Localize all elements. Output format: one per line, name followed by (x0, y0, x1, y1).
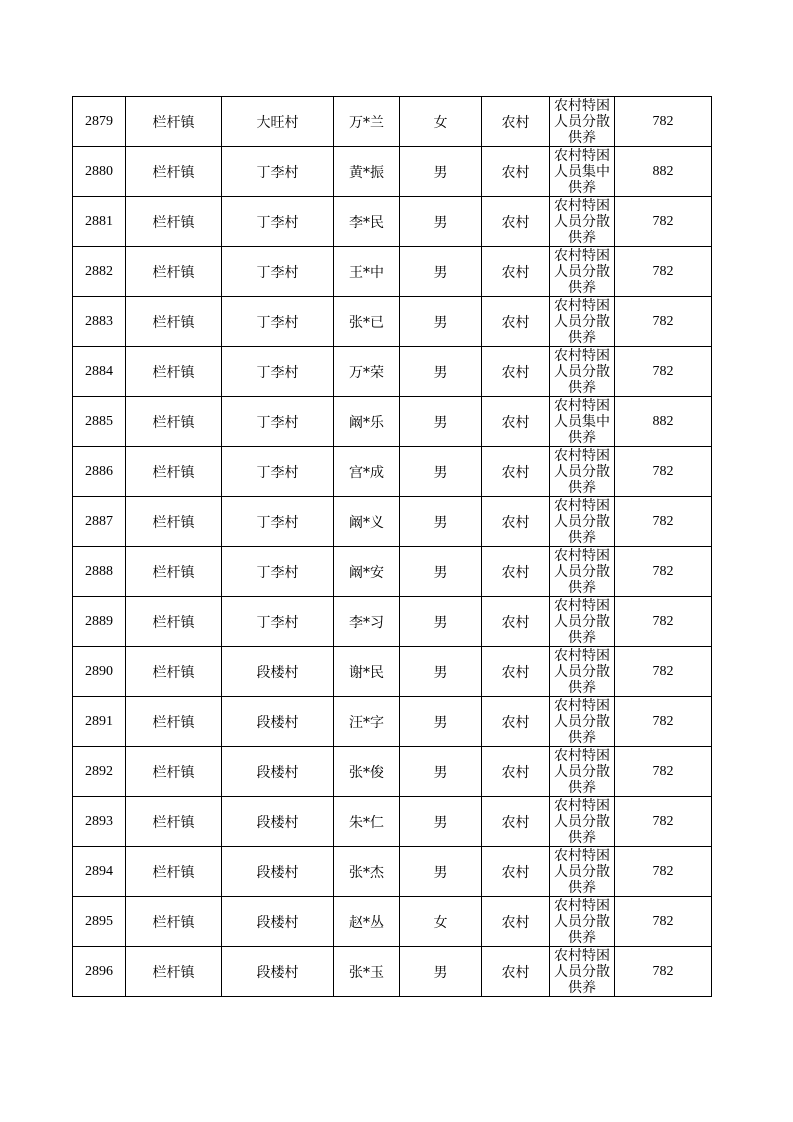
record-id-cell: 2896 (73, 947, 126, 997)
category-text: 农村特困人员集中供养 (554, 148, 610, 195)
category-cell (550, 497, 615, 547)
gender-cell: 男 (400, 597, 482, 647)
village-cell: 段楼村 (222, 797, 334, 847)
gender-cell: 女 (400, 897, 482, 947)
table-row (73, 447, 712, 497)
amount-cell: 882 (615, 397, 712, 447)
record-id-cell: 2887 (73, 497, 126, 547)
table-row (73, 297, 712, 347)
residence-type-cell: 农村 (482, 347, 550, 397)
amount-cell: 782 (615, 197, 712, 247)
category-text: 农村特困人员分散供养 (554, 948, 610, 995)
amount-cell: 782 (615, 797, 712, 847)
amount-cell: 782 (615, 947, 712, 997)
category-text: 农村特困人员分散供养 (554, 548, 610, 595)
record-id-cell: 2893 (73, 797, 126, 847)
record-id-cell: 2886 (73, 447, 126, 497)
amount-cell: 782 (615, 597, 712, 647)
amount-cell: 782 (615, 297, 712, 347)
town-cell: 栏杆镇 (126, 397, 222, 447)
village-cell: 段楼村 (222, 947, 334, 997)
category-text: 农村特困人员分散供养 (554, 348, 610, 395)
category-cell (550, 547, 615, 597)
category-cell (550, 147, 615, 197)
name-cell: 阚*乐 (334, 397, 400, 447)
amount-cell: 782 (615, 447, 712, 497)
village-cell: 丁李村 (222, 497, 334, 547)
town-cell: 栏杆镇 (126, 597, 222, 647)
name-cell: 赵*丛 (334, 897, 400, 947)
amount-cell: 782 (615, 747, 712, 797)
table-row (73, 697, 712, 747)
category-cell (550, 897, 615, 947)
category-cell (550, 797, 615, 847)
village-cell: 丁李村 (222, 197, 334, 247)
category-cell (550, 847, 615, 897)
residence-type-cell: 农村 (482, 147, 550, 197)
town-cell: 栏杆镇 (126, 797, 222, 847)
village-cell: 段楼村 (222, 647, 334, 697)
town-cell: 栏杆镇 (126, 947, 222, 997)
category-cell (550, 697, 615, 747)
category-cell (550, 197, 615, 247)
category-text: 农村特困人员分散供养 (554, 748, 610, 795)
gender-cell: 男 (400, 947, 482, 997)
table-row (73, 847, 712, 897)
record-id-cell: 2888 (73, 547, 126, 597)
town-cell: 栏杆镇 (126, 97, 222, 147)
name-cell: 张*俊 (334, 747, 400, 797)
category-cell (550, 397, 615, 447)
residence-type-cell: 农村 (482, 397, 550, 447)
records-table (72, 96, 712, 997)
table-row (73, 897, 712, 947)
village-cell: 段楼村 (222, 897, 334, 947)
amount-cell: 782 (615, 97, 712, 147)
gender-cell: 男 (400, 297, 482, 347)
town-cell: 栏杆镇 (126, 747, 222, 797)
amount-cell: 782 (615, 647, 712, 697)
residence-type-cell: 农村 (482, 647, 550, 697)
table-row (73, 247, 712, 297)
record-id-cell: 2895 (73, 897, 126, 947)
table-row (73, 547, 712, 597)
category-cell (550, 247, 615, 297)
record-id-cell: 2879 (73, 97, 126, 147)
town-cell: 栏杆镇 (126, 247, 222, 297)
record-id-cell: 2891 (73, 697, 126, 747)
village-cell: 段楼村 (222, 697, 334, 747)
record-id-cell: 2885 (73, 397, 126, 447)
record-id-cell: 2882 (73, 247, 126, 297)
gender-cell: 男 (400, 397, 482, 447)
village-cell: 丁李村 (222, 147, 334, 197)
name-cell: 阚*义 (334, 497, 400, 547)
gender-cell: 男 (400, 347, 482, 397)
residence-type-cell: 农村 (482, 497, 550, 547)
category-text: 农村特困人员分散供养 (554, 798, 610, 845)
village-cell: 段楼村 (222, 747, 334, 797)
town-cell: 栏杆镇 (126, 647, 222, 697)
gender-cell: 男 (400, 547, 482, 597)
category-cell (550, 297, 615, 347)
record-id-cell: 2889 (73, 597, 126, 647)
gender-cell: 男 (400, 847, 482, 897)
town-cell: 栏杆镇 (126, 447, 222, 497)
record-id-cell: 2883 (73, 297, 126, 347)
residence-type-cell: 农村 (482, 547, 550, 597)
amount-cell: 782 (615, 247, 712, 297)
residence-type-cell: 农村 (482, 747, 550, 797)
category-cell (550, 747, 615, 797)
table-row (73, 97, 712, 147)
village-cell: 丁李村 (222, 297, 334, 347)
name-cell: 宫*成 (334, 447, 400, 497)
amount-cell: 782 (615, 347, 712, 397)
name-cell: 张*玉 (334, 947, 400, 997)
name-cell: 张*杰 (334, 847, 400, 897)
residence-type-cell: 农村 (482, 197, 550, 247)
name-cell: 万*兰 (334, 97, 400, 147)
gender-cell: 男 (400, 447, 482, 497)
amount-cell: 782 (615, 847, 712, 897)
village-cell: 大旺村 (222, 97, 334, 147)
town-cell: 栏杆镇 (126, 297, 222, 347)
gender-cell: 男 (400, 247, 482, 297)
name-cell: 汪*字 (334, 697, 400, 747)
residence-type-cell: 农村 (482, 297, 550, 347)
name-cell: 阚*安 (334, 547, 400, 597)
category-text: 农村特困人员分散供养 (554, 598, 610, 645)
name-cell: 王*中 (334, 247, 400, 297)
amount-cell: 882 (615, 147, 712, 197)
gender-cell: 男 (400, 797, 482, 847)
residence-type-cell: 农村 (482, 797, 550, 847)
gender-cell: 男 (400, 197, 482, 247)
category-text: 农村特困人员分散供养 (554, 98, 610, 145)
gender-cell: 女 (400, 97, 482, 147)
village-cell: 丁李村 (222, 447, 334, 497)
record-id-cell: 2890 (73, 647, 126, 697)
table-row (73, 647, 712, 697)
residence-type-cell: 农村 (482, 947, 550, 997)
record-id-cell: 2880 (73, 147, 126, 197)
gender-cell: 男 (400, 497, 482, 547)
town-cell: 栏杆镇 (126, 897, 222, 947)
category-text: 农村特困人员分散供养 (554, 898, 610, 945)
table-row (73, 347, 712, 397)
category-text: 农村特困人员分散供养 (554, 698, 610, 745)
table-row (73, 747, 712, 797)
residence-type-cell: 农村 (482, 597, 550, 647)
table-row (73, 597, 712, 647)
category-cell (550, 597, 615, 647)
name-cell: 谢*民 (334, 647, 400, 697)
town-cell: 栏杆镇 (126, 147, 222, 197)
category-text: 农村特困人员集中供养 (554, 398, 610, 445)
table-row (73, 947, 712, 997)
residence-type-cell: 农村 (482, 97, 550, 147)
table-row (73, 147, 712, 197)
village-cell: 丁李村 (222, 347, 334, 397)
town-cell: 栏杆镇 (126, 197, 222, 247)
gender-cell: 男 (400, 147, 482, 197)
category-cell (550, 97, 615, 147)
name-cell: 李*民 (334, 197, 400, 247)
name-cell: 李*习 (334, 597, 400, 647)
residence-type-cell: 农村 (482, 697, 550, 747)
name-cell: 万*荣 (334, 347, 400, 397)
amount-cell: 782 (615, 497, 712, 547)
category-cell (550, 647, 615, 697)
town-cell: 栏杆镇 (126, 847, 222, 897)
name-cell: 张*已 (334, 297, 400, 347)
table-body (73, 97, 712, 997)
table-row (73, 397, 712, 447)
gender-cell: 男 (400, 647, 482, 697)
category-text: 农村特困人员分散供养 (554, 648, 610, 695)
record-id-cell: 2884 (73, 347, 126, 397)
name-cell: 黄*振 (334, 147, 400, 197)
gender-cell: 男 (400, 697, 482, 747)
name-cell: 朱*仁 (334, 797, 400, 847)
town-cell: 栏杆镇 (126, 497, 222, 547)
table-row (73, 197, 712, 247)
table-row (73, 797, 712, 847)
record-id-cell: 2881 (73, 197, 126, 247)
town-cell: 栏杆镇 (126, 547, 222, 597)
record-id-cell: 2892 (73, 747, 126, 797)
category-text: 农村特困人员分散供养 (554, 448, 610, 495)
village-cell: 丁李村 (222, 597, 334, 647)
category-text: 农村特困人员分散供养 (554, 848, 610, 895)
category-text: 农村特困人员分散供养 (554, 198, 610, 245)
village-cell: 丁李村 (222, 397, 334, 447)
village-cell: 丁李村 (222, 247, 334, 297)
residence-type-cell: 农村 (482, 247, 550, 297)
amount-cell: 782 (615, 897, 712, 947)
amount-cell: 782 (615, 697, 712, 747)
gender-cell: 男 (400, 747, 482, 797)
village-cell: 丁李村 (222, 547, 334, 597)
category-cell (550, 447, 615, 497)
village-cell: 段楼村 (222, 847, 334, 897)
record-id-cell: 2894 (73, 847, 126, 897)
category-text: 农村特困人员分散供养 (554, 298, 610, 345)
category-cell (550, 947, 615, 997)
amount-cell: 782 (615, 547, 712, 597)
category-cell (550, 347, 615, 397)
residence-type-cell: 农村 (482, 897, 550, 947)
residence-type-cell: 农村 (482, 847, 550, 897)
residence-type-cell: 农村 (482, 447, 550, 497)
category-text: 农村特困人员分散供养 (554, 248, 610, 295)
town-cell: 栏杆镇 (126, 697, 222, 747)
table-row (73, 497, 712, 547)
town-cell: 栏杆镇 (126, 347, 222, 397)
category-text: 农村特困人员分散供养 (554, 498, 610, 545)
